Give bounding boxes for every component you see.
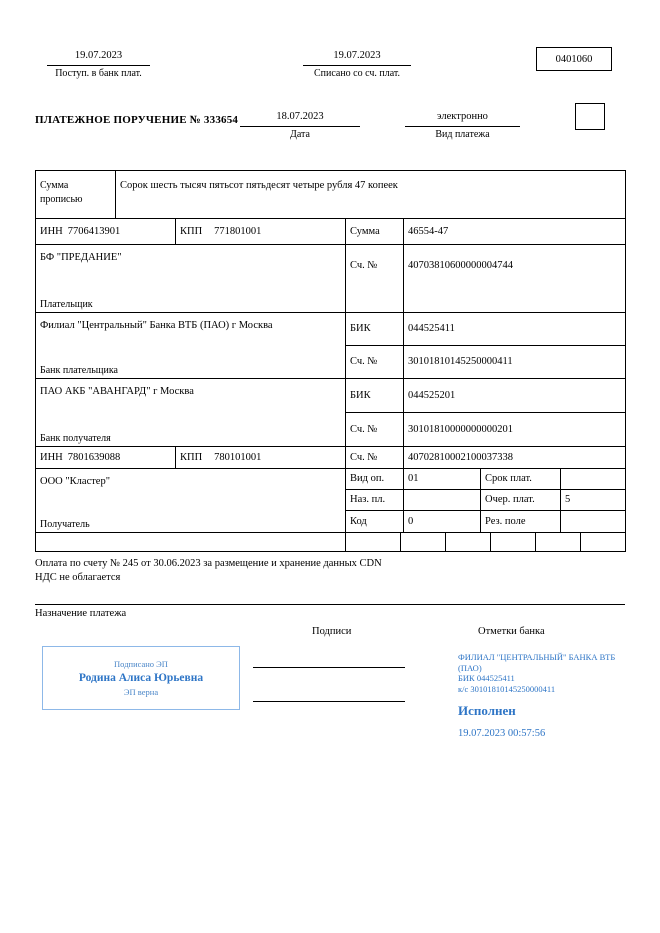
purpose-line2: НДС не облагается (35, 572, 121, 583)
ocher-plat-value: 5 (565, 494, 571, 506)
payee-bank-acc-value-cell (404, 413, 626, 447)
purpose-label: Назначение платежа (35, 608, 127, 619)
vid-op-label-cell (346, 469, 404, 490)
payer-account-label-cell (346, 245, 404, 313)
received-date-value: 19.07.2023 (47, 50, 150, 66)
payee-bank-bik-value: 044525201 (408, 389, 456, 401)
payee-account-label-cell (346, 447, 404, 469)
payer-account-value: 40703810600000004744 (408, 260, 513, 271)
esign-name: Родина Алиса Юрьевна (78, 672, 204, 684)
payer-bank-acc-value-cell (404, 346, 626, 379)
document-date-value: 18.07.2023 (240, 111, 360, 127)
payer-inn-cell (36, 219, 176, 245)
kod-label-cell (346, 511, 404, 533)
payment-kind-value: электронно (405, 111, 520, 127)
payer-account-label: Сч. № (350, 260, 378, 271)
rez-pole-value-cell (561, 511, 626, 533)
payer-bank-acc-value: 30101810145250000411 (408, 356, 513, 368)
payee-bank-bik-label: БИК (350, 389, 371, 401)
payment-type-box (575, 103, 605, 130)
payment-table (35, 170, 626, 552)
payment-kind-field (405, 111, 520, 140)
purpose-text (35, 557, 625, 585)
sum-label-cell (346, 219, 404, 245)
bank-stamp-status: Исполнен (458, 703, 516, 718)
signature-line-1 (253, 667, 405, 668)
payer-bank-bik-value-cell (404, 313, 626, 346)
signature-line-2 (253, 701, 405, 702)
payer-cell (36, 245, 346, 313)
esign-signed-label: Подписано ЭП (114, 659, 168, 669)
payer-bank-bik-value: 044525411 (408, 323, 455, 335)
payer-kpp-value: 771801001 (214, 225, 262, 237)
sum-value-cell (404, 219, 626, 245)
bank-stamp-bik: БИК 044525411 (458, 673, 515, 683)
ocher-plat-label: Очер. плат. (485, 494, 535, 506)
empty-cell (36, 533, 346, 552)
bank-stamp-datetime: 19.07.2023 00:57:56 (458, 728, 546, 739)
kod-label: Код (350, 515, 367, 527)
payee-cell (36, 469, 346, 533)
document-title: ПЛАТЕЖНОЕ ПОРУЧЕНИЕ № 333654 (35, 114, 239, 126)
bank-stamp-name: ФИЛИАЛ "ЦЕНТРАЛЬНЫЙ" БАНКА ВТБ (ПАО) (458, 652, 616, 673)
document-date-field (240, 111, 360, 140)
ocher-plat-value-cell (561, 490, 626, 511)
srok-plat-label-cell (481, 469, 561, 490)
bank-marks-label: Отметки банка (478, 626, 545, 637)
debited-date-field (303, 50, 411, 79)
naz-pl-label-cell (346, 490, 404, 511)
amount-words-cell (116, 171, 626, 219)
naz-pl-label: Наз. пл. (350, 494, 386, 506)
received-date-field (47, 50, 150, 79)
debited-date-value: 19.07.2023 (303, 50, 411, 66)
payer-section-label: Плательщик (40, 298, 93, 310)
kod-value-cell (404, 511, 481, 533)
payee-name: ООО "Кластер" (40, 476, 111, 487)
empty-cell (401, 533, 446, 552)
payee-bank-acc-value: 30101810000000000201 (408, 423, 513, 435)
payee-bank-cell (36, 379, 346, 447)
payer-name: БФ "ПРЕДАНИЕ" (40, 252, 122, 263)
payee-inn-value: 7801639088 (67, 451, 121, 463)
ocher-plat-label-cell (481, 490, 561, 511)
payee-bank-acc-label: Сч. № (350, 423, 378, 435)
rez-pole-label-cell (481, 511, 561, 533)
payee-section-label: Получатель (40, 518, 90, 530)
srok-plat-label: Срок плат. (485, 473, 532, 485)
payer-bank-acc-label-cell (346, 346, 404, 379)
payer-bank-bik-label: БИК (350, 323, 371, 335)
payee-bank-name: ПАО АКБ "АВАНГАРД" г Москва (40, 386, 194, 397)
payee-account-label: Сч. № (350, 451, 378, 463)
debited-date-label: Списано со сч. плат. (313, 68, 401, 79)
payer-bank-section-label: Банк плательщика (40, 364, 118, 376)
esign-stamp (42, 646, 240, 710)
kod-value: 0 (408, 515, 414, 527)
payee-bank-section-label: Банк получателя (40, 432, 111, 444)
payee-bank-bik-label-cell (346, 379, 404, 413)
payer-kpp-cell (176, 219, 346, 245)
document-date-label: Дата (290, 129, 310, 140)
form-code: 0401060 (555, 53, 593, 65)
payer-bank-cell (36, 313, 346, 379)
payee-account-value: 40702810002100037338 (408, 451, 513, 463)
payee-inn-label: ИНН (40, 451, 63, 463)
vid-op-value: 01 (408, 473, 419, 485)
signatures-label: Подписи (312, 626, 352, 637)
payer-bank-acc-label: Сч. № (350, 356, 378, 368)
amount-words-label-cell (36, 171, 116, 219)
naz-pl-value-cell (404, 490, 481, 511)
payee-kpp-cell (176, 447, 346, 469)
payer-bank-name: Филиал "Центральный" Банка ВТБ (ПАО) г Москва (40, 320, 273, 331)
sum-label: Сумма (350, 225, 380, 237)
vid-op-value-cell (404, 469, 481, 490)
payee-kpp-value: 780101001 (214, 451, 262, 463)
received-date-label: Поступ. в банк плат. (55, 68, 142, 79)
rez-pole-label: Рез. поле (485, 515, 526, 527)
srok-plat-value-cell (561, 469, 626, 490)
amount-words-value: Сорок шесть тысяч пятьсот пятьдесят четыре рубля 47 копеек (120, 180, 398, 191)
sum-value: 46554-47 (408, 225, 449, 237)
payee-inn-cell (36, 447, 176, 469)
purpose-underline (35, 604, 625, 605)
esign-valid-label: ЭП верна (123, 687, 159, 697)
form-code-box (536, 47, 612, 71)
bank-stamp (458, 652, 626, 739)
payee-bank-bik-value-cell (404, 379, 626, 413)
empty-cell (346, 533, 401, 552)
empty-cell (446, 533, 491, 552)
empty-cell (491, 533, 536, 552)
empty-cell (536, 533, 581, 552)
payer-inn-label: ИНН (40, 225, 63, 237)
payer-bank-bik-label-cell (346, 313, 404, 346)
payer-account-value-cell (404, 245, 626, 313)
payment-kind-label: Вид платежа (435, 129, 490, 140)
empty-cell (581, 533, 626, 552)
payer-kpp-label: КПП (180, 225, 203, 237)
payee-bank-acc-label-cell (346, 413, 404, 447)
payer-inn-value: 7706413901 (67, 225, 121, 237)
purpose-line1: Оплата по счету № 245 от 30.06.2023 за размещение и хранение данных CDN (35, 558, 382, 569)
payee-account-value-cell (404, 447, 626, 469)
bank-stamp-corr: к/с 30101810145250000411 (458, 683, 556, 694)
payee-kpp-label: КПП (180, 451, 203, 463)
amount-words-label: Сумма прописью (40, 180, 83, 205)
vid-op-label: Вид оп. (350, 473, 385, 485)
